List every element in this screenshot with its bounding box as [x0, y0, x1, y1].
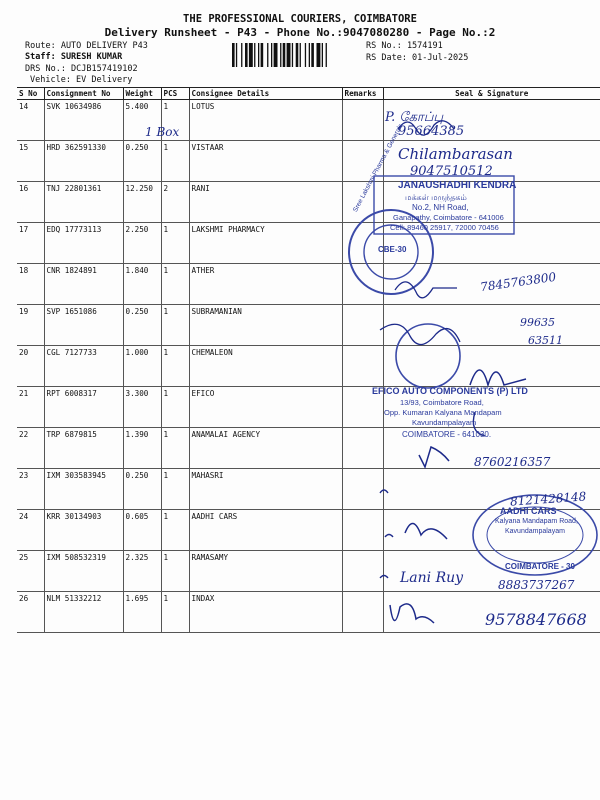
cell-consignment-no: HRD 362591330 [44, 141, 123, 182]
lakshmi-stamp-ring-text: Sree Lakshmi Pharma & Generals [352, 122, 405, 214]
cell-pcs: 2 [161, 182, 189, 223]
header-consignee: Consignee Details [189, 88, 342, 100]
cell-weight: 0.250 [123, 141, 161, 182]
janaushadhi-stamp-line3: No.2, NH Road, [412, 203, 469, 212]
cell-sno: 24 [17, 510, 44, 551]
cell-sno: 18 [17, 264, 44, 305]
handwritten-phone-18: 7845763800 [479, 269, 557, 295]
efico-stamp-name: EFICO AUTO COMPONENTS (P) LTD [372, 386, 528, 396]
header-consignment-no: Consignment No [44, 88, 123, 100]
signature-25-dash [380, 576, 388, 579]
cell-weight: 3.300 [123, 387, 161, 428]
cell-weight: 12.250 [123, 182, 161, 223]
document-subtitle: Delivery Runsheet - P43 - Phone No.:9047080280 - Page No.:2 [104, 26, 496, 39]
signature-18 [395, 282, 457, 298]
cell-sno: 23 [17, 469, 44, 510]
staff-label: Staff: SURESH KUMAR [25, 52, 123, 62]
cell-consignee: RANI [189, 182, 342, 223]
cell-consignee: RAMASAMY [189, 551, 342, 592]
cell-consignee: VISTAAR [189, 141, 342, 182]
cell-consignee: CHEMALEON [189, 346, 342, 387]
cell-consignee: INDAX [189, 592, 342, 633]
cell-sno: 17 [17, 223, 44, 264]
aadhi-stamp-line3: Kavundampalayam [505, 528, 565, 535]
cell-pcs: 1 [161, 305, 189, 346]
cell-weight: 1.390 [123, 428, 161, 469]
aadhi-stamp-line4: COIMBATORE - 30 [505, 562, 575, 571]
cell-consignment-no: SVK 10634986 [44, 100, 123, 141]
vehicle-label: Vehicle: EV Delivery [30, 75, 133, 85]
signature-20 [470, 370, 526, 385]
document-title: THE PROFESSIONAL COURIERS, COIMBATORE [183, 13, 417, 25]
signature-24-dash [385, 535, 393, 538]
chemaleon-stamp-circle [396, 324, 460, 388]
rs-date: RS Date: 01-Jul-2025 [366, 53, 469, 63]
handwritten-phone-14: 95664385 [398, 124, 465, 139]
cell-consignment-no: CGL 7127733 [44, 346, 123, 387]
cell-pcs: 1 [161, 510, 189, 551]
cell-sno: 22 [17, 428, 44, 469]
cell-pcs: 1 [161, 387, 189, 428]
cell-pcs: 1 [161, 469, 189, 510]
cell-consignee: LAKSHMI PHARMACY [189, 223, 342, 264]
handwritten-phone-15: 9047510512 [410, 164, 493, 179]
cell-consignment-no: RPT 6008317 [44, 387, 123, 428]
cell-weight: 0.605 [123, 510, 161, 551]
cell-weight: 1.840 [123, 264, 161, 305]
signature-22 [419, 447, 449, 467]
header-remarks: Remarks [342, 88, 383, 100]
handwritten-signature-15: Chilambarasan [398, 145, 513, 163]
cell-weight: 1.000 [123, 346, 161, 387]
aadhi-stamp-line2: Kalyana Mandapam Road, [495, 518, 578, 525]
cell-sno: 20 [17, 346, 44, 387]
signature-24 [405, 523, 447, 539]
route-label: Route: AUTO DELIVERY P43 [25, 41, 148, 51]
cell-pcs: 1 [161, 592, 189, 633]
cell-weight: 5.400 [123, 100, 161, 141]
handwritten-signature-14: P. கோப்பு [385, 110, 444, 125]
cell-consignee: ANAMALAI AGENCY [189, 428, 342, 469]
cell-sno: 21 [17, 387, 44, 428]
cell-consignee: EFICO [189, 387, 342, 428]
cell-consignment-no: TNJ 22801361 [44, 182, 123, 223]
cell-weight: 2.325 [123, 551, 161, 592]
janaushadhi-stamp-line2: மக்கள் மருந்தகம் [405, 193, 467, 202]
handwritten-phone-25: 8883737267 [498, 578, 575, 592]
cell-pcs: 1 [161, 100, 189, 141]
aadhi-stamp-name: AADHI CARS [500, 506, 557, 516]
header-pcs: PCS [161, 88, 189, 100]
cell-consignee: ATHER [189, 264, 342, 305]
handwritten-phone-26: 9578847668 [485, 610, 587, 629]
handwritten-phone-19a: 99635 [520, 316, 555, 329]
cell-consignment-no: EDQ 17773113 [44, 223, 123, 264]
handwritten-signature-25: Lani Ruy [400, 570, 464, 586]
cell-pcs: 1 [161, 346, 189, 387]
cell-consignee: LOTUS [189, 100, 342, 141]
janaushadhi-stamp-line5: Cell: 89460 25917, 72000 70456 [390, 223, 499, 232]
lakshmi-stamp-center: CBE-30 [378, 245, 407, 254]
cell-weight: 1.695 [123, 592, 161, 633]
janaushadhi-stamp-line4: Ganapathy, Coimbatore - 641006 [393, 213, 504, 222]
cell-sno: 26 [17, 592, 44, 633]
cell-consignment-no: SVP 1651086 [44, 305, 123, 346]
cell-consignment-no: KRR 30134903 [44, 510, 123, 551]
cell-pcs: 1 [161, 264, 189, 305]
cell-pcs: 1 [161, 141, 189, 182]
efico-stamp-line5: COIMBATORE - 641030. [402, 430, 492, 439]
cell-sno: 25 [17, 551, 44, 592]
header-weight: Weight [123, 88, 161, 100]
cell-consignee: MAHASRI [189, 469, 342, 510]
header-sno: S No [17, 88, 44, 100]
signature-19 [380, 324, 460, 344]
cell-pcs: 1 [161, 551, 189, 592]
cell-sno: 16 [17, 182, 44, 223]
handwritten-phone-22: 8760216357 [474, 455, 551, 469]
cell-pcs: 1 [161, 223, 189, 264]
cell-sno: 14 [17, 100, 44, 141]
cell-pcs: 1 [161, 428, 189, 469]
header-seal-signature: Seal & Signature [383, 88, 600, 100]
efico-stamp-line4: Kavundampalayam [412, 418, 477, 427]
cell-consignment-no: TRP 6879815 [44, 428, 123, 469]
cell-consignee: AADHI CARS [189, 510, 342, 551]
cell-consignee: SUBRAMANIAN [189, 305, 342, 346]
handwritten-phone-23: 8121428148 [509, 489, 587, 509]
cell-sno: 15 [17, 141, 44, 182]
janaushadhi-stamp-name: JANAUSHADHI KENDRA [398, 180, 517, 191]
cell-consignment-no: IXM 508532319 [44, 551, 123, 592]
signature-26 [390, 604, 434, 623]
signature-23-dash [380, 490, 388, 493]
cell-consignment-no: NLM 51332212 [44, 592, 123, 633]
efico-stamp-line3: Opp. Kumaran Kalyana Mandapam [384, 408, 502, 417]
cell-consignment-no: IXM 303583945 [44, 469, 123, 510]
cell-consignment-no: CNR 1824891 [44, 264, 123, 305]
cell-sno: 19 [17, 305, 44, 346]
handwritten-phone-19b: 63511 [528, 334, 563, 347]
drs-number: DRS No.: DCJB157419102 [25, 64, 138, 74]
efico-stamp-line2: 13/93, Coimbatore Road, [400, 398, 484, 407]
cell-weight: 0.250 [123, 469, 161, 510]
cell-weight: 2.250 [123, 223, 161, 264]
cell-weight: 0.250 [123, 305, 161, 346]
handwritten-box-note: 1 Box [145, 125, 180, 139]
rs-number: RS No.: 1574191 [366, 41, 443, 51]
